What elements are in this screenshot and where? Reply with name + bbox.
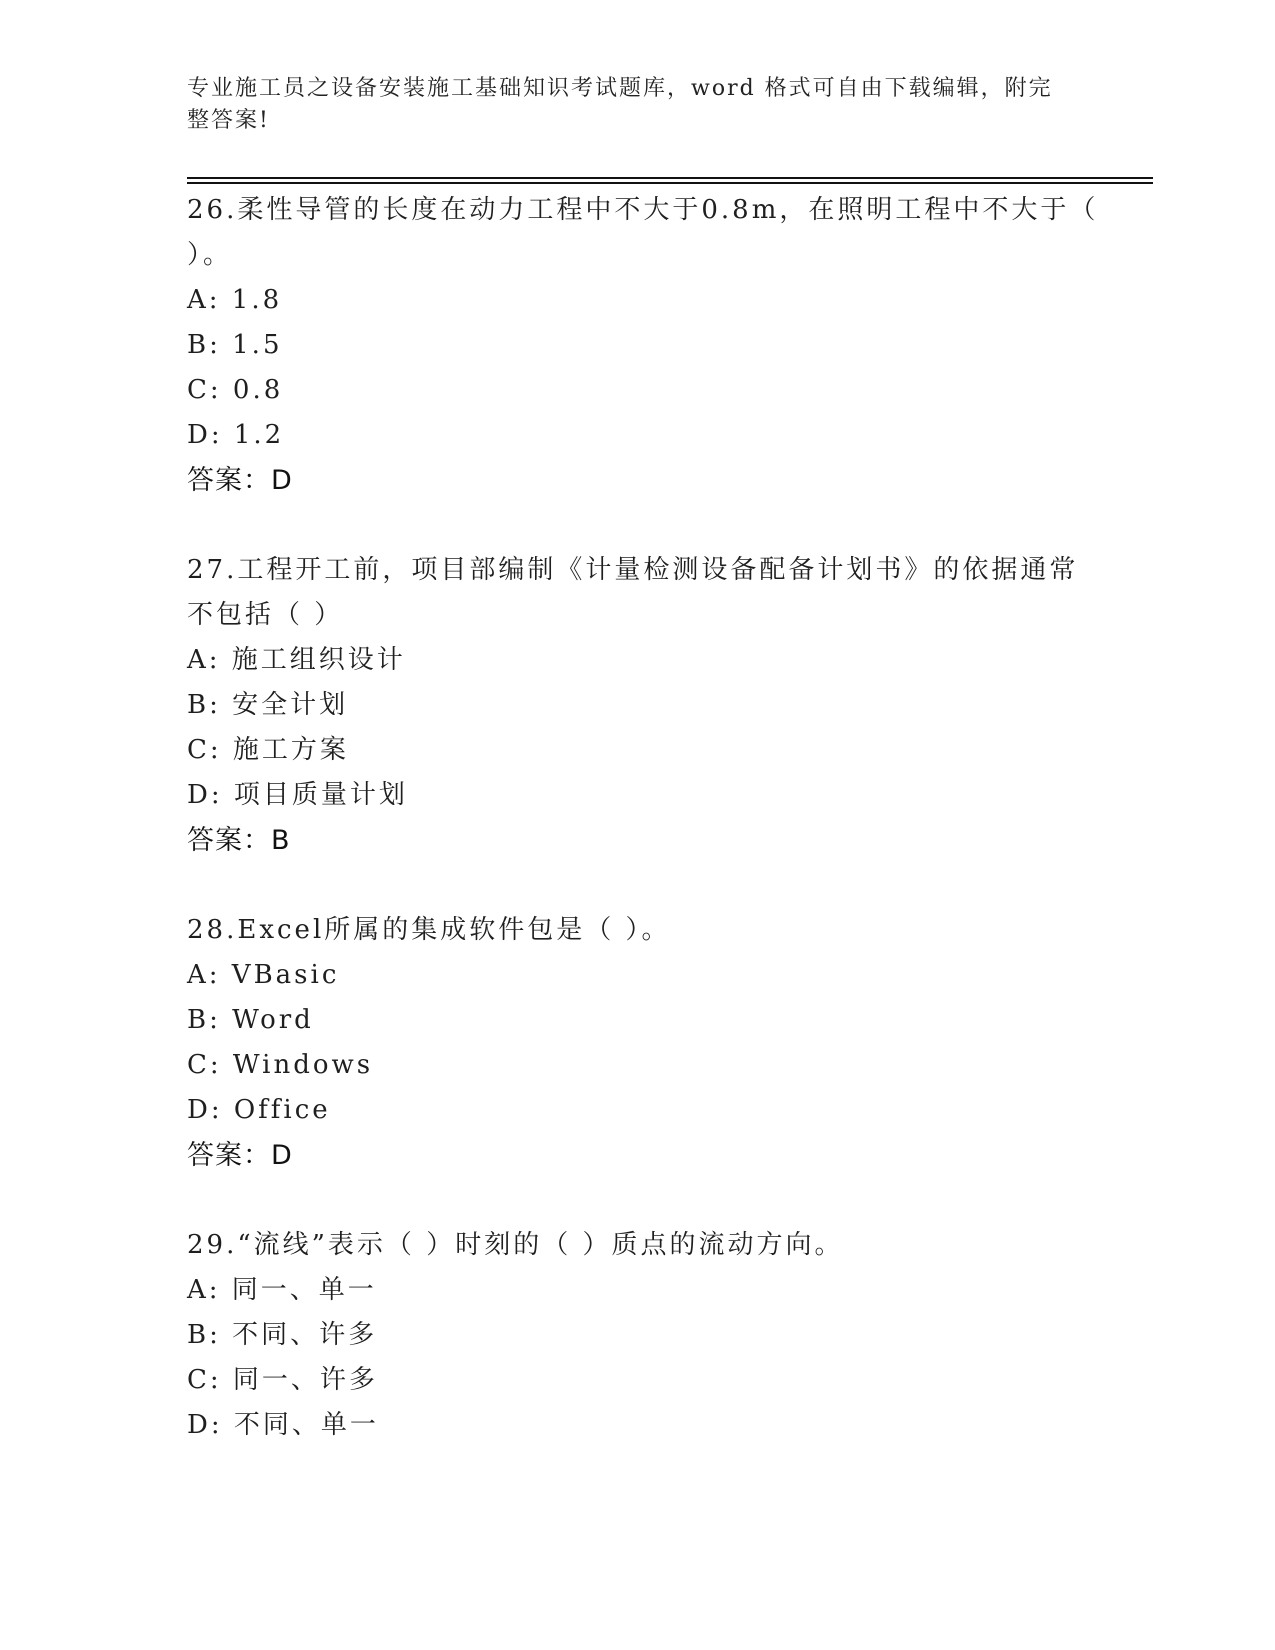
option-a: A: 同一、单一: [187, 1275, 377, 1305]
answer: 答案：B: [187, 825, 291, 856]
question-28: [187, 908, 1087, 1178]
option-a: A: 1.8: [187, 285, 283, 315]
question-stem-continued: 不包括（ ）: [187, 600, 344, 630]
answer: 答案：D: [187, 465, 293, 496]
option-c: C: Windows: [187, 1050, 374, 1080]
question-stem: 29.“流线”表示（ ）时刻的（ ）质点的流动方向。: [187, 1230, 844, 1260]
option-c: C: 0.8: [187, 375, 284, 405]
answer: 答案：D: [187, 1140, 293, 1171]
question-stem: 28.Excel所属的集成软件包是（ ）。: [187, 915, 671, 945]
option-b: B: 不同、许多: [187, 1320, 378, 1350]
option-b: B: 安全计划: [187, 690, 349, 720]
question-27: [187, 548, 1087, 863]
header-divider-bottom: [187, 182, 1153, 184]
option-b: B: Word: [187, 1005, 314, 1035]
question-29: [187, 1223, 1087, 1448]
header-line-2: 整答案!: [187, 108, 270, 133]
document-header: [187, 73, 1067, 137]
question-26: [187, 188, 1099, 503]
question-stem: 27.工程开工前，项目部编制《计量检测设备配备计划书》的依据通常: [187, 555, 1079, 585]
option-a: A: 施工组织设计: [187, 645, 406, 675]
header-line-1: 专业施工员之设备安装施工基础知识考试题库，word 格式可自由下载编辑，附完: [187, 76, 1053, 101]
option-c: C: 施工方案: [187, 735, 349, 765]
header-divider-top: [187, 177, 1153, 179]
question-stem-continued: ）。: [187, 240, 233, 270]
option-d: D: 不同、单一: [187, 1410, 379, 1440]
option-d: D: 项目质量计划: [187, 780, 408, 810]
option-d: D: 1.2: [187, 420, 285, 450]
option-b: B: 1.5: [187, 330, 283, 360]
option-a: A: VBasic: [187, 960, 340, 990]
question-stem: 26.柔性导管的长度在动力工程中不大于0.8m，在照明工程中不大于（: [187, 195, 1099, 225]
option-c: C: 同一、许多: [187, 1365, 378, 1395]
option-d: D: Office: [187, 1095, 331, 1125]
